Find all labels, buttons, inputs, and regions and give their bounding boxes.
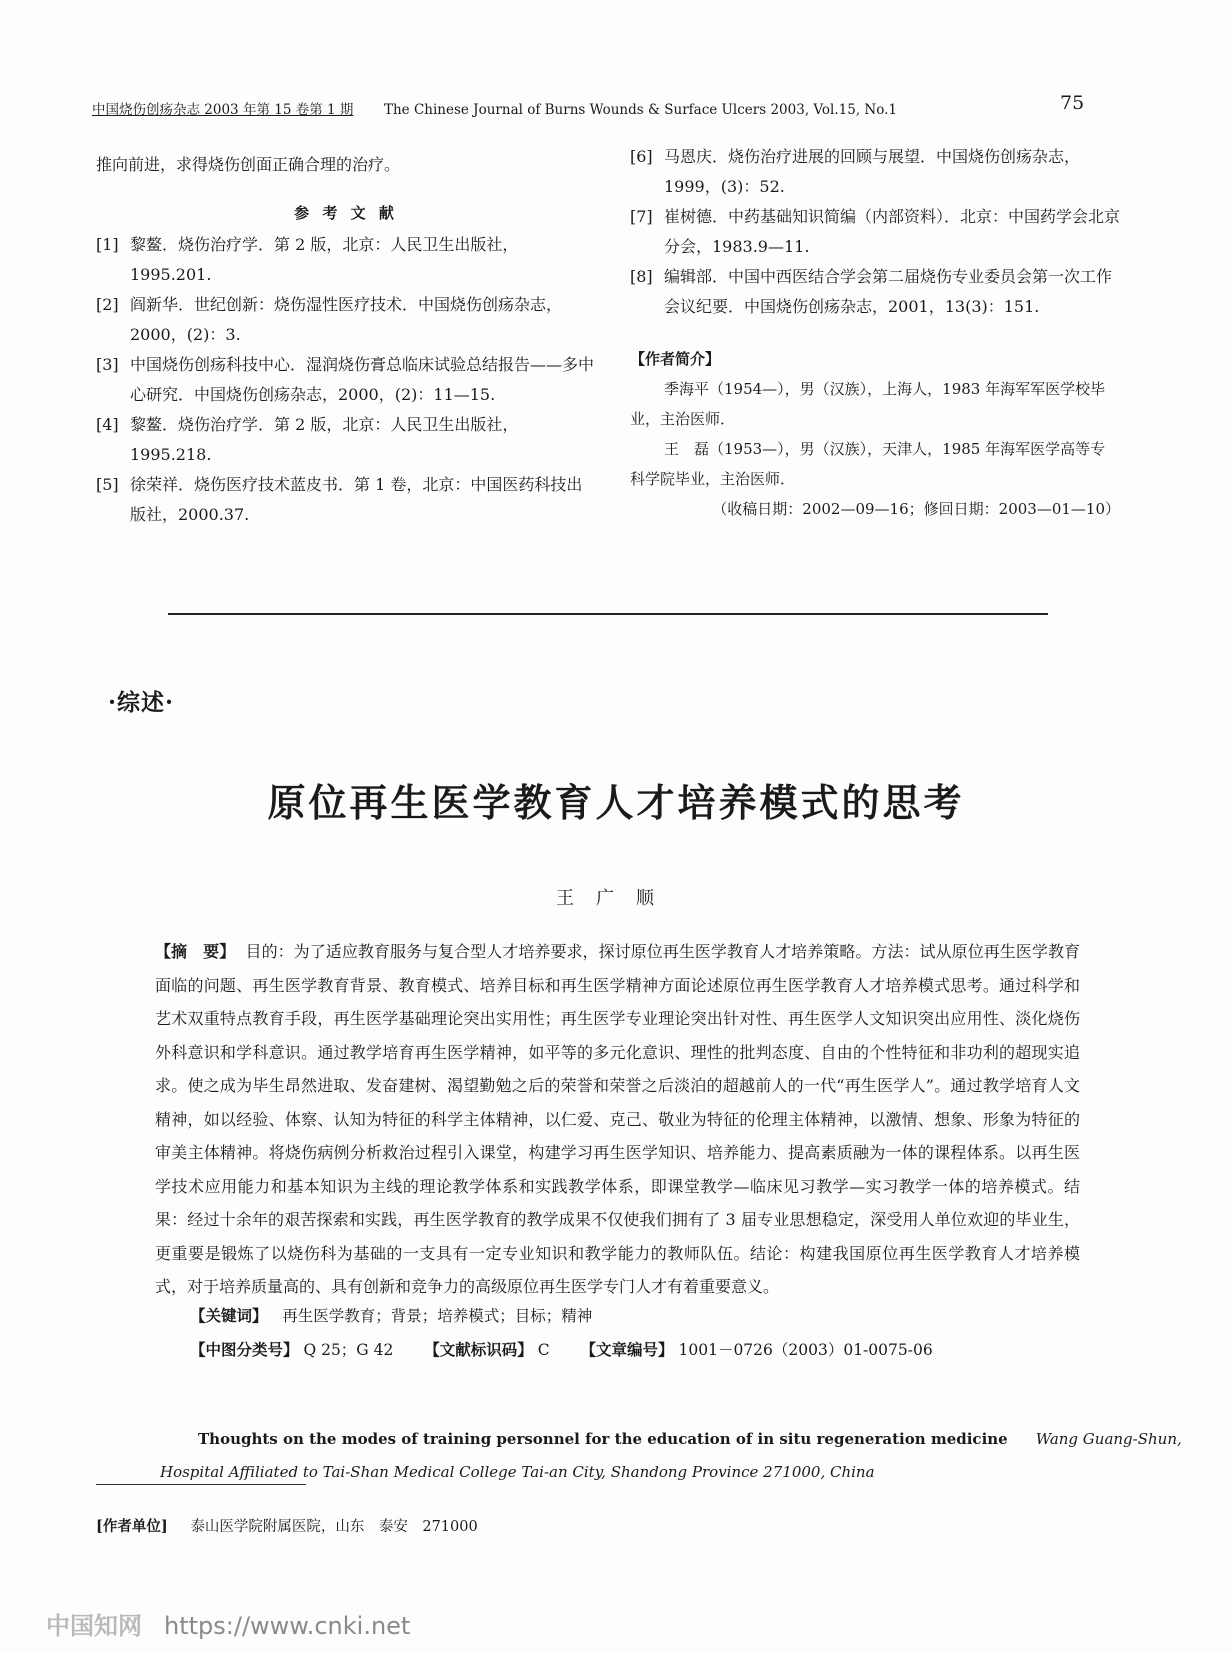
abstract [155, 935, 1080, 1304]
english-title: Thoughts on the modes of training personnel for the education of in situ regeneration medicine [198, 1430, 1008, 1448]
keywords-label: 【关键词】 [190, 1306, 268, 1325]
article-no-label: 【文章编号】 [580, 1340, 674, 1359]
reference-list-right [630, 142, 1120, 322]
reference-list-left [96, 230, 596, 530]
reference-item: [4] 黎鳌．烧伤治疗学．第 2 版，北京：人民卫生出版社，1995.218. [96, 415, 519, 464]
abstract-text: 目的：为了适应教育服务与复合型人才培养要求，探讨原位再生医学教育人才培养策略。方法：试从原位再生医学教育面临的问题、再生医学教育背景、教育模式、培养目标和再生医学精神方面论述原位再生医学教育人才培养模式思考。通过科学和艺术双重特点教育手段，再生医学基础理论突出实用性；再生医学专业理论突出针对性、再生医学人文知识突出应用性、淡化烧伤外科意识和学科意识。通过教学培育再生医学精神，如平等的多元化意识、理性的批判态度、自由的个性特征和非功利的超现实追求。使之成为毕生昂然进取、发奋建树、渴望勤勉之后的荣誉和荣誉之后淡泊的超越前人的一代“再生医学人”。通过教学培育人文精神，如以经验、体察、认知为特征的科学主体精神，以仁爱、克己、敬业为特征的伦理主体精神，以激情、想象、形象为特征的审美主体精神。将烧伤病例分析救治过程引入课堂，构建学习再生医学知识、培养能力、提高素质融为一体的课程体系。以再生医学技术应用能力和基本知识为主线的理论教学体系和实践教学体系，即课堂教学—临床见习教学—实习教学一体的培养模式。结果：经过十余年的艰苦探索和实践，再生医学教育的教学成果不仅使我们拥有了 3 届专业思想稳定，深受用人单位欢迎的毕业生，更重要是锻炼了以烧伤科为基础的一支具有一定专业知识和教学能力的教师队伍。结论：构建我国原位再生医学教育人才培养模式，对于培养质量高的、具有创新和竞争力的高级原位再生医学专门人才有着重要意义。 [155, 942, 1080, 1296]
affiliation-text: 泰山医学院附属医院，山东 泰安 271000 [190, 1519, 478, 1535]
references-title: 参 考 文 献 [294, 204, 398, 222]
reference-item: [8] 编辑部．中国中西医结合学会第二届烧伤专业委员会第一次工作会议纪要．中国烧伤创疡杂志，2001，13(3)：151. [630, 267, 1113, 316]
section-label: ·综述· [108, 689, 175, 716]
abstract-label: 【摘 要】 [155, 942, 236, 961]
reference-item: [2] 阎新华．世纪创新：烧伤湿性医疗技术．中国烧伤创疡杂志，2000，(2)：3. [96, 295, 563, 344]
doc-code-label: 【文献标识码】 [424, 1340, 533, 1359]
clc-value: Q 25；G 42 [303, 1341, 394, 1359]
author-bio: 季海平（1954—），男（汉族），上海人，1983 年海军军医学校毕业，主治医师． [630, 380, 1106, 428]
cnki-watermark [46, 1606, 410, 1641]
clc-label: 【中图分类号】 [190, 1340, 299, 1359]
english-author: Wang Guang-Shun, [1035, 1430, 1182, 1448]
author-intro-title: 【作者简介】 [630, 350, 721, 368]
keywords: 再生医学教育；背景；培养模式；目标；精神 [282, 1307, 593, 1325]
section-divider [168, 613, 1048, 615]
running-header [92, 98, 897, 118]
page-number: 75 [1060, 92, 1085, 114]
doc-code-value: C [537, 1341, 550, 1359]
reference-item: [1] 黎鳌．烧伤治疗学．第 2 版，北京：人民卫生出版社，1995.201. [96, 235, 519, 284]
keywords-row [190, 1304, 592, 1326]
right-column [630, 142, 1120, 524]
author-bio: 王 磊（1953—），男（汉族），天津人，1985 年海军医学高等专科学院毕业，主治医师． [630, 440, 1106, 488]
article-title: 原位再生医学教育人才培养模式的思考 [267, 781, 965, 825]
article-no-value: 1001－0726（2003）01-0075-06 [678, 1341, 933, 1359]
received-dates: （收稿日期：2002—09—16；修回日期：2003—01—10） [712, 500, 1120, 518]
journal-cn: 中国烧伤创疡杂志 2003 年第 15 卷第 1 期 [92, 102, 354, 118]
journal-en: The Chinese Journal of Burns Wounds & Surface Ulcers 2003, Vol.15, No.1 [383, 102, 897, 118]
reference-item: [6] 马恩庆．烧伤治疗进展的回顾与展望．中国烧伤创疡杂志，1999，(3)：52. [630, 147, 1081, 196]
english-affiliation: Hospital Affiliated to Tai-Shan Medical College Tai-an City, Shandong Province 271000, China [160, 1463, 875, 1481]
classification-row [190, 1338, 933, 1360]
english-title-row [198, 1430, 1182, 1448]
lead-text: 推向前进，求得烧伤创面正确合理的治疗。 [96, 155, 401, 174]
footnote-rule [96, 1484, 306, 1485]
affiliation-label: [作者单位] [96, 1518, 168, 1535]
author-affiliation [96, 1515, 478, 1536]
reference-item: [3] 中国烧伤创疡科技中心．湿润烧伤膏总临床试验总结报告——多中心研究．中国烧伤创疡杂志，2000，(2)：11—15. [96, 355, 595, 404]
left-column [96, 150, 596, 530]
reference-item: [5] 徐荣祥．烧伤医疗技术蓝皮书．第 1 卷，北京：中国医药科技出版社，2000.37. [96, 475, 583, 524]
watermark-url: https://www.cnki.net [164, 1612, 411, 1640]
watermark-logo: 中国知网 [46, 1612, 142, 1640]
article-author: 王广顺 [556, 888, 676, 909]
reference-item: [7] 崔树德．中药基础知识简编（内部资料）．北京：中国药学会北京分会，1983.9—11. [630, 207, 1121, 256]
